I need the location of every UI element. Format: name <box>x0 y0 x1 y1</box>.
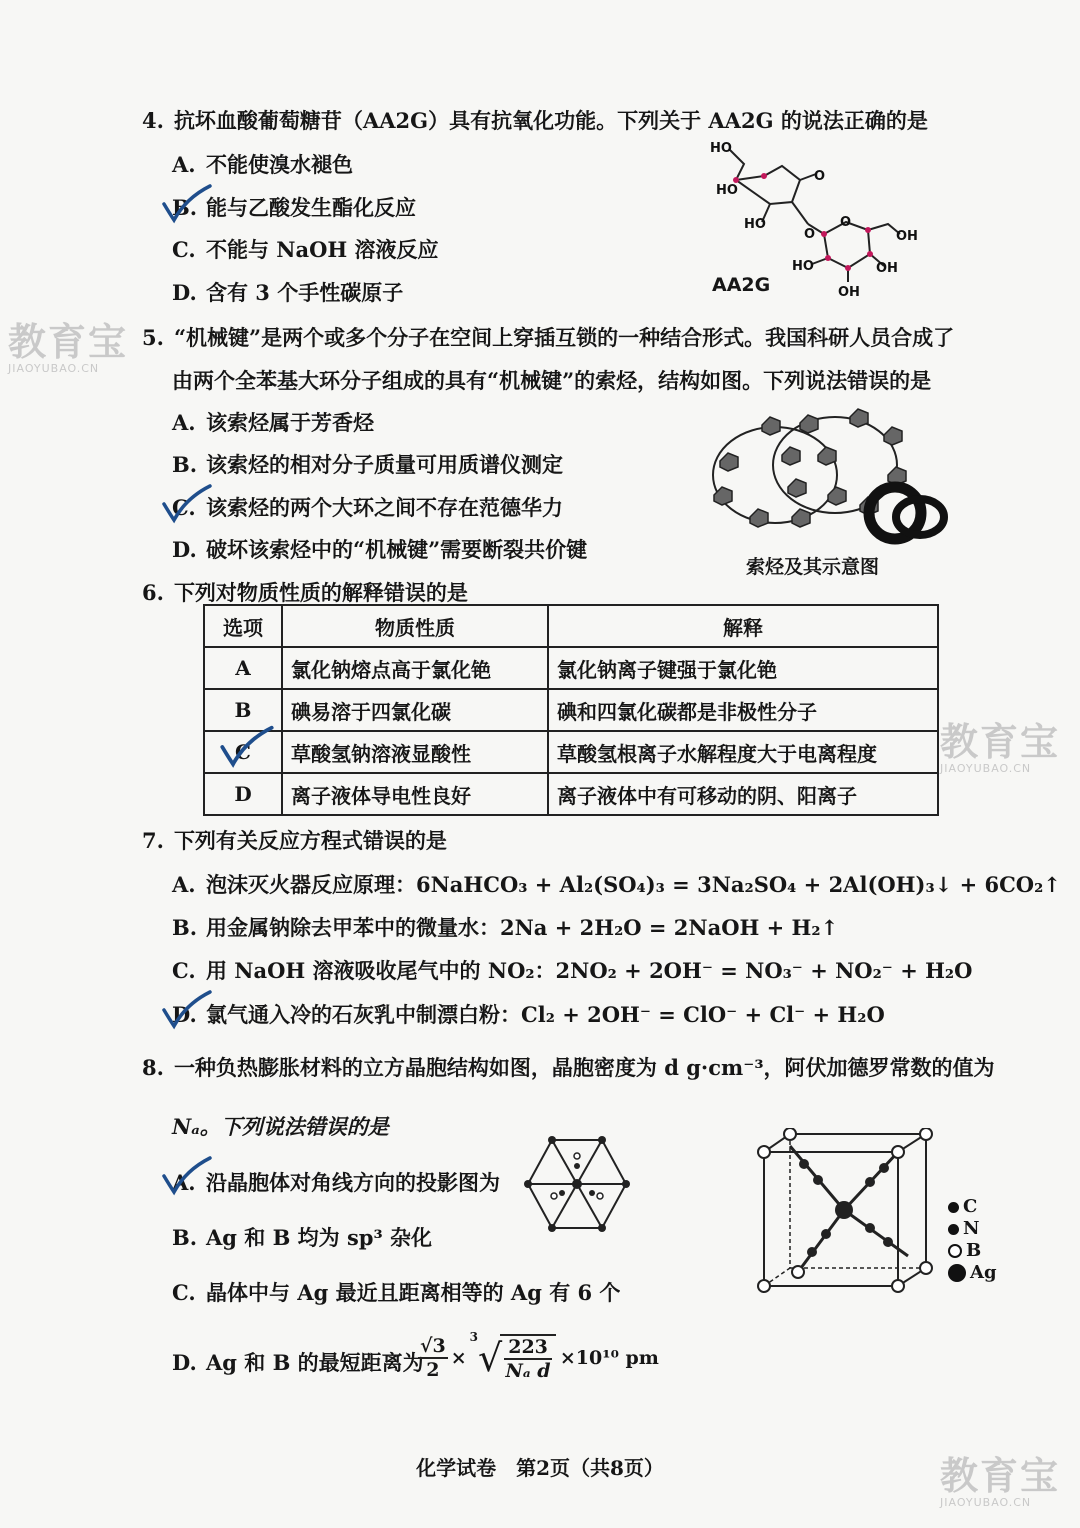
table-header-cell: 物质性质 <box>282 605 548 647</box>
q4-option-d: D. 含有 3 个手性碳原子 <box>172 280 404 305</box>
q8-option-b: B. Ag 和 B 均为 sp³ 杂化 <box>172 1225 432 1250</box>
table-cell: 碘易溶于四氯化碳 <box>282 689 548 731</box>
checkmark-icon <box>218 724 276 770</box>
q4-option-a: A. 不能使溴水褪色 <box>172 152 353 177</box>
atom-label: OH <box>876 261 898 276</box>
catenane-diagram <box>700 405 950 545</box>
checkmark-icon <box>160 484 214 524</box>
q5-option-a: A. 该索烃属于芳香烃 <box>172 410 374 435</box>
legend-item: Ag <box>948 1262 997 1284</box>
legend-item: B <box>948 1240 997 1262</box>
table-cell: 草酸氢根离子水解程度大于电离程度 <box>548 731 938 773</box>
formula-root-index: 3 <box>469 1330 478 1344</box>
aa2g-label: AA2G <box>712 274 771 296</box>
table-row <box>204 731 938 773</box>
table-row <box>204 773 938 815</box>
q5-option-b: B. 该索烃的相对分子质量可用质谱仪测定 <box>172 452 563 477</box>
q5-stem-line1: 5. “机械键”是两个或多个分子在空间上穿插互锁的一种结合形式。我国科研人员合成了 <box>142 325 955 350</box>
atom-label: O <box>814 169 826 184</box>
q4-stem: 4. 抗坏血酸葡萄糖苷（AA2G）具有抗氧化功能。下列关于 AA2G 的说法正确的是 <box>142 108 928 133</box>
table-cell: A <box>204 647 282 689</box>
unit-cell-diagram <box>748 1128 944 1304</box>
checkmark-icon <box>160 184 214 224</box>
atom-label: O <box>804 227 816 242</box>
table-cell: 氯化钠熔点高于氯化铯 <box>282 647 548 689</box>
atom-label: OH <box>838 285 860 300</box>
legend-item: N <box>948 1218 997 1240</box>
q5-option-c: C. 该索烃的两个大环之间不存在范德华力 <box>172 495 563 520</box>
watermark-right: 教育宝 JIAOYUBAO.CN <box>940 720 1061 775</box>
atom-label: OH <box>896 229 918 244</box>
q8-formula: $\frac{√3}{2}$ × 3 √ $\frac{223}{\text{Nₐ d}}$ ×10¹⁰ pm <box>420 1330 659 1382</box>
q4-option-c: C. 不能与 NaOH 溶液反应 <box>172 237 439 262</box>
page-footer: 化学试卷 第2页（共8页） <box>416 1456 664 1480</box>
watermark-left: 教育宝 JIAOYUBAO.CN <box>8 320 129 375</box>
q8-option-d: D. Ag 和 B 的最短距离为 <box>172 1350 424 1375</box>
unit-cell-legend <box>948 1196 997 1284</box>
formula-denominator: Nₐ d <box>505 1360 551 1382</box>
table-cell: 离子液体中有可移动的阴、阳离子 <box>548 773 938 815</box>
q7-stem: 7. 下列有关反应方程式错误的是 <box>142 828 447 853</box>
formula-numerator: √3 <box>420 1335 446 1357</box>
table-cell: 离子液体导电性良好 <box>282 773 548 815</box>
checkmark-icon <box>160 1156 214 1196</box>
q7-option-c: C. 用 NaOH 溶液吸收尾气中的 NO₂：2NO₂ + 2OH⁻ = NO₃⁻ + NO₂⁻ + H₂O <box>172 958 973 983</box>
formula-denominator: 2 <box>426 1359 440 1381</box>
formula-times: × <box>450 1347 467 1369</box>
table-row <box>204 647 938 689</box>
q5-option-d: D. 破坏该索烃中的“机械键”需要断裂共价键 <box>172 537 588 562</box>
atom-label: HO <box>716 183 738 198</box>
table-header-cell: 选项 <box>204 605 282 647</box>
table-cell: 草酸氢钠溶液显酸性 <box>282 731 548 773</box>
q7-option-a: A. 泡沫灭火器反应原理：6NaHCO₃ + Al₂(SO₄)₃ = 3Na₂SO₄ + 2Al(OH)₃↓ + 6CO₂↑ <box>172 872 1061 897</box>
watermark-bottom: 教育宝 JIAOYUBAO.CN <box>940 1454 1061 1509</box>
table-header-row <box>204 605 938 647</box>
q5-stem-line2: 由两个全苯基大环分子组成的具有“机械键”的索烃，结构如图。下列说法错误的是 <box>172 368 932 393</box>
catenane-caption: 索烃及其示意图 <box>746 556 880 578</box>
legend-item: C <box>948 1196 997 1218</box>
table-cell: C <box>204 731 282 773</box>
q4-option-b: B. 能与乙酸发生酯化反应 <box>172 195 416 220</box>
table-header-cell: 解释 <box>548 605 938 647</box>
q6-stem: 6. 下列对物质性质的解释错误的是 <box>142 580 468 605</box>
table-cell: 碘和四氯化碳都是非极性分子 <box>548 689 938 731</box>
table-cell: 氯化钠离子键强于氯化铯 <box>548 647 938 689</box>
q6-table <box>203 604 939 816</box>
q7-option-d: D. 氯气通入冷的石灰乳中制漂白粉：Cl₂ + 2OH⁻ = ClO⁻ + Cl⁻ + H₂O <box>172 1002 885 1027</box>
q8-option-a: A. 沿晶胞体对角线方向的投影图为 <box>172 1170 500 1195</box>
q7-option-b: B. 用金属钠除去甲苯中的微量水：2Na + 2H₂O = 2NaOH + H₂↑ <box>172 915 839 940</box>
atom-label: HO <box>710 141 732 156</box>
table-cell: B <box>204 689 282 731</box>
atom-label: HO <box>744 217 766 232</box>
atom-label: O <box>840 215 852 230</box>
checkmark-icon <box>160 990 214 1030</box>
formula-tail: ×10¹⁰ pm <box>559 1347 659 1369</box>
q8-stem-line2: Nₐ。下列说法错误的是 <box>172 1114 389 1139</box>
table-cell: D <box>204 773 282 815</box>
formula-numerator: 223 <box>504 1336 552 1360</box>
hexagon-projection-diagram <box>524 1136 630 1232</box>
table-row <box>204 689 938 731</box>
q8-stem-line1: 8. 一种负热膨胀材料的立方晶胞结构如图，晶胞密度为 d g·cm⁻³，阿伏加德罗常数的值为 <box>142 1055 995 1080</box>
q8-option-c: C. 晶体中与 Ag 最近且距离相等的 Ag 有 6 个 <box>172 1280 621 1305</box>
atom-label: HO <box>792 259 814 274</box>
